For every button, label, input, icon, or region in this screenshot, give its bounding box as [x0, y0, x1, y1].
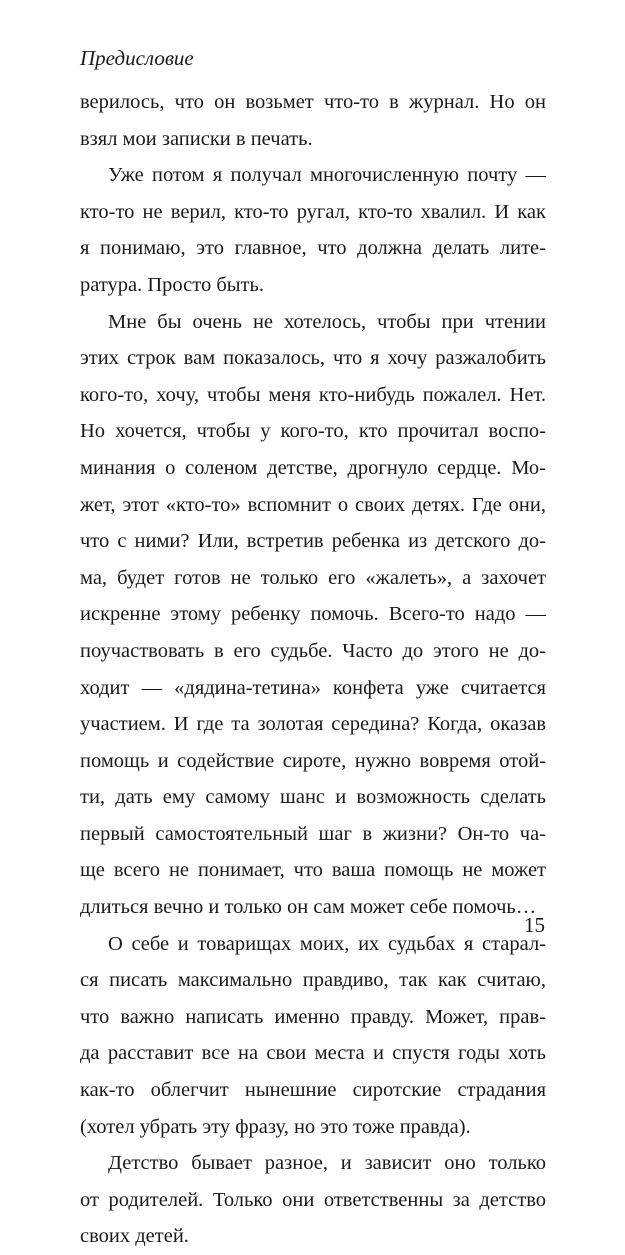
paragraph [80, 304, 546, 926]
text-line: ся писать максимально правдиво, так как считаю, [80, 969, 546, 992]
text-line: что с ними? Или, встретив ребенка из детского до- [80, 530, 546, 553]
text-line: помощь и содействие сироте, нужно вовремя отой- [80, 749, 546, 772]
text-line: Уже потом я получал многочисленную почту — [108, 164, 546, 187]
page-number: 15 [524, 913, 545, 937]
text-line: участием. И где та золотая середина? Когда, оказав [80, 713, 546, 736]
text-line: от родителей. Только они ответственны за детство [80, 1188, 546, 1211]
paragraph [80, 157, 546, 303]
text-line: ратура. Просто быть. [80, 273, 264, 296]
text-line: своих детей. [80, 1225, 189, 1248]
text-line: как-то облегчит нынешние сиротские страдания [80, 1079, 546, 1102]
text-line: кого-то, хочу, чтобы меня кто-нибудь пожалел. Нет. [80, 383, 546, 406]
text-line: ти, дать ему самому шанс и возможность сделать [80, 786, 546, 809]
text-line: да расставит все на свои места и спустя годы хоть [80, 1042, 546, 1065]
text-line: взял мои записки в печать. [80, 127, 313, 150]
paragraph [80, 926, 546, 1146]
text-line: Но хочется, чтобы у кого-то, кто прочитал воспо- [80, 420, 546, 443]
text-line: длиться вечно и только он сам может себе помочь… [80, 896, 537, 919]
text-line: поучаствовать в его судьбе. Часто до этого не до- [80, 639, 546, 662]
text-line: ма, будет готов не только его «жалеть», а захочет [80, 566, 546, 589]
text-line: ще всего не понимает, что ваша помощь не может [80, 859, 546, 882]
paragraph [80, 84, 546, 157]
text-line: О себе и товарищах моих, их судьбах я старал- [108, 932, 546, 955]
text-line: искренне этому ребенку помочь. Всего-то надо — [80, 603, 546, 626]
text-line: я понимаю, это главное, что должна делать лите- [80, 237, 546, 260]
text-line: что важно написать именно правду. Может, прав- [80, 1005, 546, 1028]
text-line: кто-то не верил, кто-то ругал, кто-то хвалил. И как [80, 200, 546, 223]
text-line: (хотел убрать эту фразу, но это тоже правда). [80, 1115, 471, 1138]
text-line: этих строк вам показалось, что я хочу разжалобить [80, 347, 546, 370]
paragraph [80, 1145, 546, 1255]
text-line: первый самостоятельный шаг в жизни? Он-то ча- [80, 822, 546, 845]
body-text [80, 84, 546, 1255]
text-line: минания о соленом детстве, дрогнуло сердце. Мо- [80, 456, 546, 479]
text-line: жет, этот «кто-то» вспомнит о своих детях. Где они, [80, 493, 546, 516]
text-line: Детство бывает разное, и зависит оно только [108, 1152, 546, 1175]
text-line: верилось, что он возьмет что-то в журнал. Но он [80, 91, 546, 113]
running-head: Предисловие [80, 46, 194, 70]
text-line: Мне бы очень не хотелось, чтобы при чтении [108, 310, 546, 333]
text-line: ходит — «дядина-тетина» конфета уже считается [80, 676, 546, 699]
